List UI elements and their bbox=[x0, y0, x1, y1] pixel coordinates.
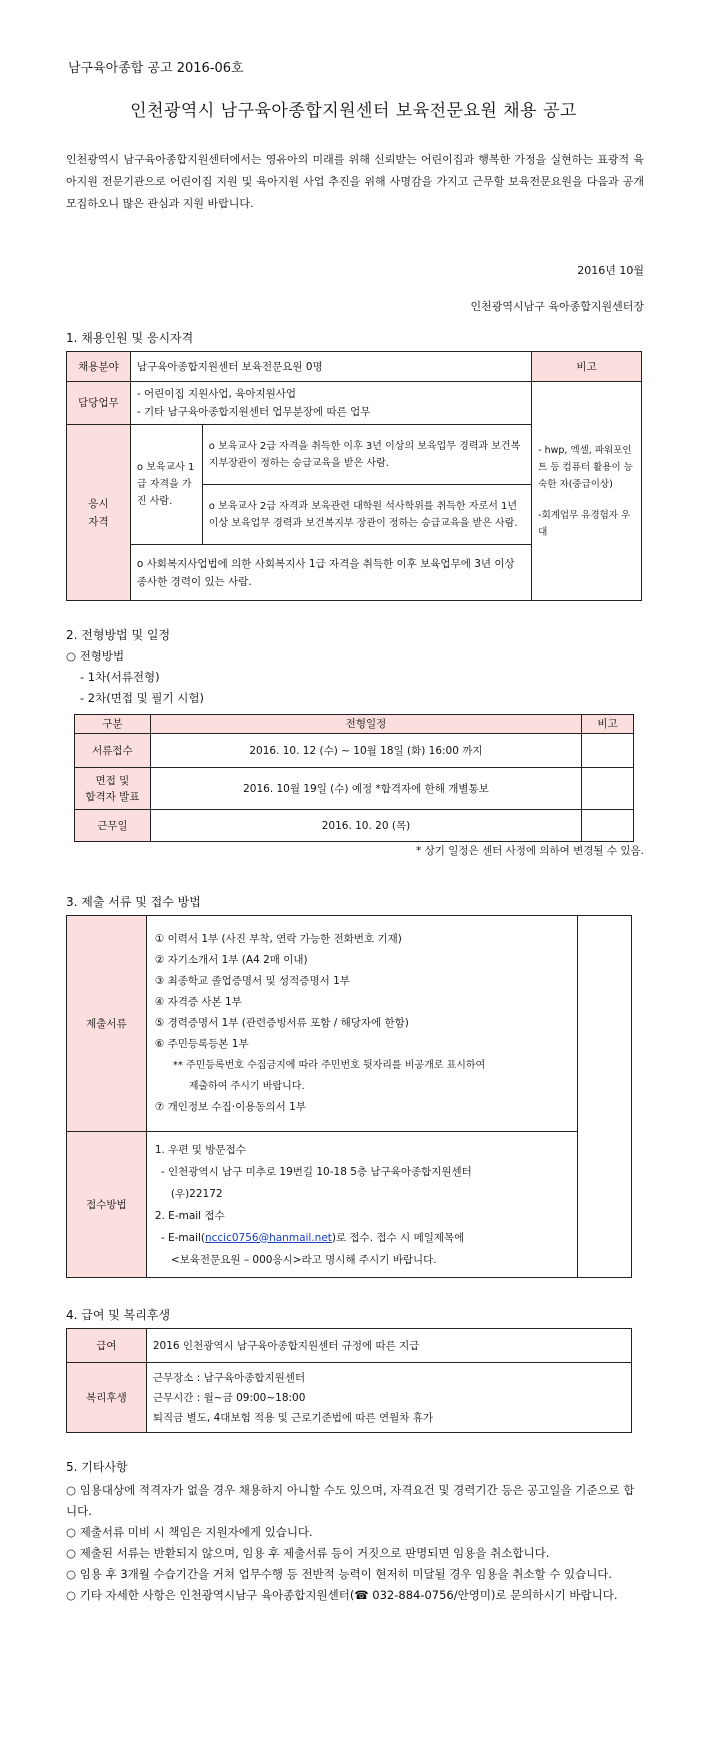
remarks-accounting: -회계업무 유경험자 우대 bbox=[538, 509, 631, 538]
notice-date: 2016년 10월 bbox=[577, 264, 644, 277]
resident-id-note: ** 주민등록번호 수집금지에 따라 주민번호 뒷자리를 비공개로 표시하여 bbox=[172, 1060, 486, 1071]
pay-value: 2016 인천광역시 남구육아종합지원센터 규정에 따른 지급 bbox=[146, 1329, 631, 1363]
submission-table bbox=[66, 915, 632, 1278]
table-row bbox=[75, 810, 634, 842]
schedule-remarks bbox=[582, 810, 634, 842]
welfare-hours: 근무시간 : 월~금 09:00~18:00 bbox=[152, 1391, 306, 1404]
step-2: - 2차(면접 및 필기 시험) bbox=[80, 691, 204, 705]
document-item: ② 자기소개서 1부 (A4 2매 이내) bbox=[154, 954, 308, 966]
welfare-cell bbox=[146, 1363, 631, 1433]
reception-email-title: 2. E-mail 접수 bbox=[154, 1209, 225, 1222]
document-item: ① 이력서 1부 (사진 부착, 연락 가능한 전화번호 기재) bbox=[154, 933, 402, 945]
duty-cell bbox=[130, 382, 531, 425]
section3-heading: 3. 제출 서류 및 접수 방법 bbox=[66, 895, 201, 909]
reception-mail-visit: 1. 우편 및 방문접수 bbox=[154, 1143, 246, 1156]
duty-item: - 어린이집 지원사업, 육아지원사업 bbox=[136, 388, 297, 400]
pay-label: 급여 bbox=[67, 1329, 147, 1363]
resident-id-note-2: 제출하여 주시기 바랍니다. bbox=[188, 1081, 305, 1092]
col-remarks: 비고 bbox=[582, 715, 634, 734]
page-title: 인천광역시 남구육아종합지원센터 보육전문요원 채용 공고 bbox=[130, 101, 577, 121]
section1-heading: 1. 채용인원 및 응시자격 bbox=[66, 331, 194, 345]
section5-heading: 5. 기타사항 bbox=[66, 1460, 128, 1474]
schedule-remarks bbox=[582, 734, 634, 768]
salary-table bbox=[66, 1328, 632, 1433]
col-schedule: 전형일정 bbox=[150, 715, 581, 734]
email-subject-note: <보육전문요원 – 000응시>라고 명시해 주시기 바랍니다. bbox=[170, 1253, 437, 1266]
reception-email-line bbox=[155, 1227, 571, 1249]
list-item: ○ 제출된 서류는 반환되지 않으며, 임용 후 제출서류 등이 거짓으로 판명되면 임용을 취소합니다. bbox=[66, 1546, 550, 1560]
table-row bbox=[75, 734, 634, 768]
schedule-value: 2016. 10. 20 (목) bbox=[150, 810, 581, 842]
schedule-value: 2016. 10월 19일 (수) 예정 *합격자에 한해 개별통보 bbox=[150, 768, 581, 810]
list-item: ○ 기타 자세한 사항은 인천광역시남구 육아종합지원센터(☎ 032-884-0756/안영미)로 문의하시기 바랍니다. bbox=[66, 1588, 618, 1602]
schedule-note: * 상기 일정은 센터 사정에 의하여 변경될 수 있음. bbox=[415, 845, 644, 857]
reception-label: 접수방법 bbox=[67, 1132, 147, 1278]
qualification-label: 응시 자격 bbox=[67, 425, 131, 601]
reception-postcode: (우)22172 bbox=[170, 1187, 223, 1200]
document-item: ⑦ 개인정보 수집·이용동의서 1부 bbox=[154, 1101, 306, 1113]
email-prefix: - E-mail( bbox=[160, 1231, 205, 1244]
list-item: ○ 임용 후 3개월 수습기간을 거쳐 업무수행 등 전반적 능력이 현저히 미달될 경우 임용을 취소할 수 있습니다. bbox=[66, 1567, 613, 1581]
welfare-label: 복리후생 bbox=[67, 1363, 147, 1433]
list-item: ○ 임용대상에 적격자가 없을 경우 채용하지 아니할 수도 있으며, 자격요건 및 경력기간 등은 공고일을 기준으로 합니다. bbox=[66, 1483, 635, 1518]
section4-heading: 4. 급여 및 복리후생 bbox=[66, 1308, 171, 1322]
col-type: 구분 bbox=[75, 715, 151, 734]
schedule-value: 2016. 10. 12 (수) ~ 10월 18일 (화) 16:00 까지 bbox=[150, 734, 581, 768]
qualification-level2-experience: o 보육교사 2급 자격을 취득한 이후 3년 이상의 보육업무 경력과 보건복지부장관이 정하는 승급교육을 받은 사람. bbox=[202, 425, 531, 485]
schedule-remarks bbox=[582, 768, 634, 810]
schedule-table bbox=[74, 714, 634, 842]
schedule-label: 서류접수 bbox=[75, 734, 151, 768]
remarks-header: 비고 bbox=[532, 352, 642, 382]
remarks-cell bbox=[532, 382, 642, 601]
method-title: ○ 전형방법 bbox=[66, 649, 125, 663]
welfare-benefits: 퇴직금 별도, 4대보험 적용 및 근로기준법에 따른 연월차 휴가 bbox=[152, 1411, 434, 1424]
qualification-social-worker: o 사회복지사업법에 의한 사회복지사 1급 자격을 취득한 이후 보육업무에 3년 이상 종사한 경력이 있는 사람. bbox=[130, 545, 531, 601]
field-value: 남구육아종합지원센터 보육전문요원 0명 bbox=[130, 352, 531, 382]
other-notes bbox=[66, 1480, 644, 1606]
qualification-level1: o 보육교사 1급 자격을 가진 사람. bbox=[130, 425, 202, 545]
document-item: ④ 자격증 사본 1부 bbox=[154, 996, 242, 1008]
duty-item: - 기타 남구육아종합지원센터 업무분장에 따른 업무 bbox=[136, 406, 371, 418]
qualification-level2-masters: o 보육교사 2급 자격과 보육관련 대학원 석사학위를 취득한 자로서 1년 이상 보육업무 경력과 보건복지부 장관이 정하는 승급교육을 받은 사람. bbox=[202, 485, 531, 545]
email-suffix: )로 접수. 접수 시 메일제목에 bbox=[331, 1231, 465, 1244]
field-label: 채용분야 bbox=[67, 352, 131, 382]
document-item: ③ 최종학교 졸업증명서 및 성적증명서 1부 bbox=[154, 975, 350, 987]
submission-remarks bbox=[578, 916, 632, 1278]
issuing-organization: 인천광역시남구 육아종합지원센터장 bbox=[470, 300, 644, 313]
table-row bbox=[75, 768, 634, 810]
documents-cell bbox=[146, 916, 577, 1132]
schedule-label: 면접 및 합격자 발표 bbox=[75, 768, 151, 810]
notice-number: 남구육아종합 공고 2016-06호 bbox=[68, 61, 244, 76]
welfare-workplace: 근무장소 : 남구육아종합지원센터 bbox=[152, 1371, 306, 1384]
reception-address: - 인천광역시 남구 미추로 19번길 10-18 5층 남구육아종합지원센터 bbox=[160, 1165, 472, 1178]
documents-label: 제출서류 bbox=[67, 916, 147, 1132]
intro-paragraph: 인천광역시 남구육아종합지원센터에서는 영유아의 미래를 위해 신뢰받는 어린이집과 행복한 가정을 실현하는 표광적 육아지원 전문기관으로 어린이집 지원 및 육아지원 사업 추진을 위해 사명감을 가지고 근무할 보육전문요원을 다음과 공개모집하오니 많은 관심과 지원 바랍니다. bbox=[66, 153, 644, 210]
duty-label: 담당업무 bbox=[67, 382, 131, 425]
remarks-computer-skills: - hwp, 엑셀, 파워포인트 등 컴퓨터 활용이 능숙한 자(중급이상) bbox=[538, 444, 633, 490]
document-item: ⑤ 경력증명서 1부 (관련증빙서류 포함 / 해당자에 한함) bbox=[154, 1017, 409, 1029]
qualification-table bbox=[66, 351, 642, 601]
section2-heading: 2. 전형방법 및 일정 bbox=[66, 628, 171, 642]
reception-cell bbox=[146, 1132, 577, 1278]
schedule-label: 근무일 bbox=[75, 810, 151, 842]
email-link[interactable]: nccic0756@hanmail.net bbox=[204, 1231, 332, 1244]
document-item: ⑥ 주민등록등본 1부 bbox=[154, 1038, 249, 1050]
list-item: ○ 제출서류 미비 시 책임은 지원자에게 있습니다. bbox=[66, 1525, 313, 1539]
step-1: - 1차(서류전형) bbox=[80, 670, 160, 684]
